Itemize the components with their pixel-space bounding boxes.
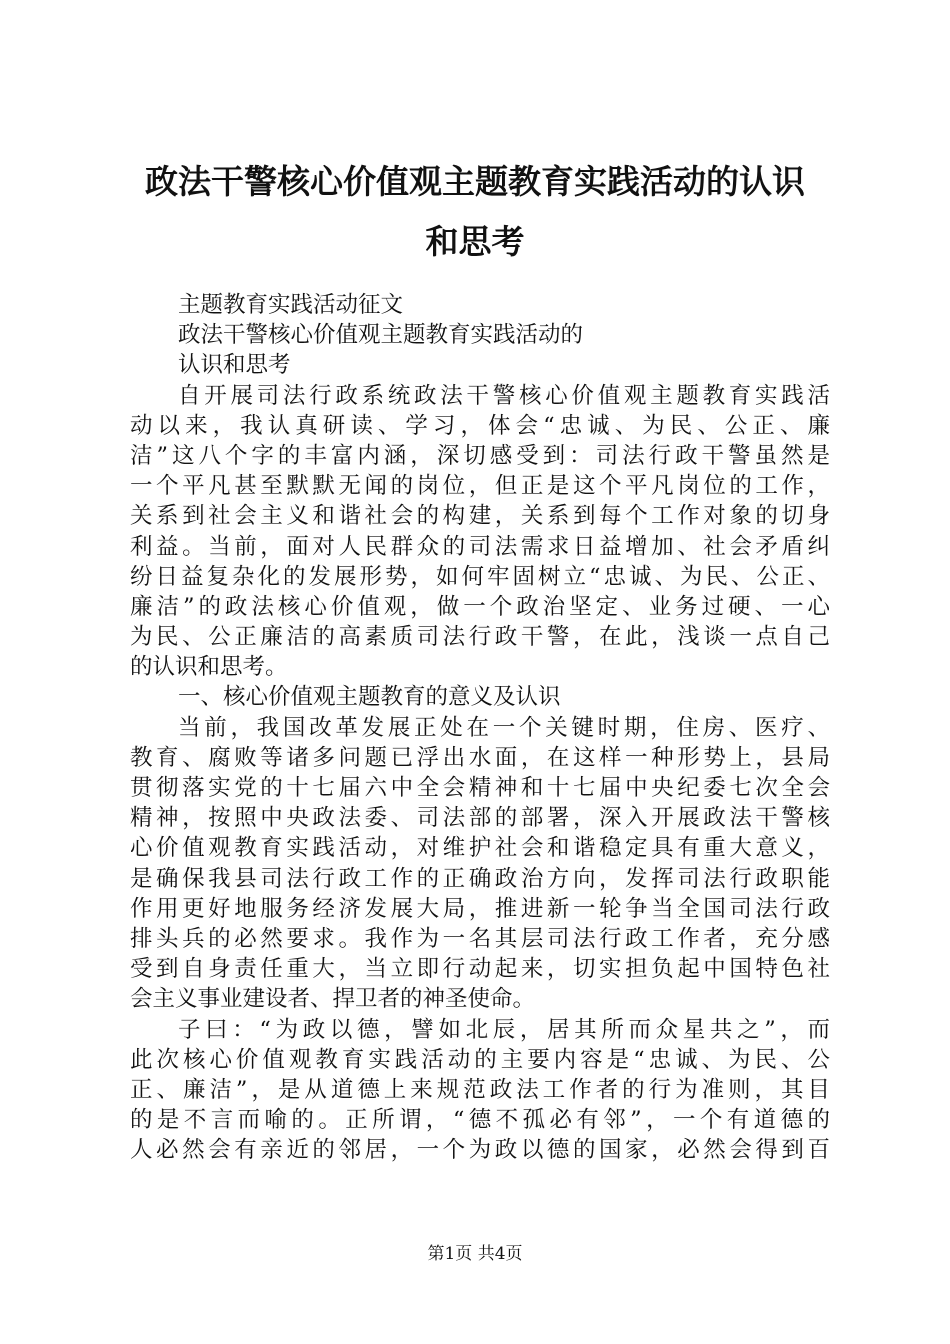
document-body: [130, 290, 830, 1165]
text-line: 廉洁”的政法核心价值观，做一个政治坚定、业务过硬、一心: [130, 593, 830, 620]
text-line: 认识和思考: [178, 352, 291, 379]
text-line: 教育、腐败等诸多问题已浮出水面，在这样一种形势上，县局: [130, 744, 830, 771]
text-line: 子曰：“为政以德，譬如北辰，居其所而众星共之”，而: [178, 1016, 830, 1043]
text-line: 贯彻落实党的十七届六中全会精神和十七届中央纪委七次全会: [130, 775, 830, 801]
text-line: 一个平凡甚至默默无闻的岗位，但正是这个平凡岗位的工作，: [130, 473, 830, 500]
text-line: 人必然会有亲近的邻居，一个为政以德的国家，必然会得到百: [130, 1137, 830, 1164]
text-line: 排头兵的必然要求。我作为一名其层司法行政工作者，充分感: [130, 925, 830, 952]
text-line: 是确保我县司法行政工作的正确政治方向，发挥司法行政职能: [130, 865, 830, 892]
text-line: 心价值观教育实践活动，对维护社会和谐稳定具有重大意义，: [130, 835, 830, 862]
text-line: 正、廉洁”，是从道德上来规范政法工作者的行为准则，其目: [130, 1076, 830, 1103]
text-line: 利益。当前，面对人民群众的司法需求日益增加、社会矛盾纠: [130, 533, 830, 560]
text-line: 为民、公正廉洁的高素质司法行政干警，在此，浅谈一点自己: [130, 624, 830, 651]
text-line: 纷日益复杂化的发展形势，如何牢固树立“忠诚、为民、公正、: [130, 563, 830, 590]
page-footer: 第1页 共4页: [427, 1244, 523, 1264]
text-line: 主题教育实践活动征文: [178, 292, 404, 318]
text-line: 的是不言而喻的。正所谓，“德不孤必有邻”，一个有道德的: [130, 1107, 830, 1134]
text-line: 政法干警核心价值观主题教育实践活动的: [178, 322, 584, 349]
text-line: 受到自身责任重大，当立即行动起来，切实担负起中国特色社: [130, 956, 830, 983]
text-line: 精神，按照中央政法委、司法部的部署，深入开展政法干警核: [130, 805, 830, 832]
section-heading: 一、核心价值观主题教育的意义及认识: [178, 684, 561, 711]
text-line: 此次核心价值观教育实践活动的主要内容是“忠诚、为民、公: [130, 1046, 830, 1073]
document-title-line-1: 政法干警核心价值观主题教育实践活动的认识: [145, 162, 805, 201]
text-line: 作用更好地服务经济发展大局，推进新一轮争当全国司法行政: [130, 895, 830, 922]
text-line: 自开展司法行政系统政法干警核心价值观主题教育实践活: [178, 382, 830, 409]
document-title-line-2: 和思考: [425, 222, 525, 261]
text-line: 会主义事业建设者、捍卫者的神圣使命。: [130, 986, 536, 1013]
text-line: 的认识和思考。: [130, 654, 288, 681]
text-line: 关系到社会主义和谐社会的构建，关系到每个工作对象的切身: [130, 503, 830, 530]
text-line: 洁”这八个字的丰富内涵，深切感受到：司法行政干警虽然是: [130, 442, 830, 469]
text-line: 动以来，我认真研读、学习，体会“忠诚、为民、公正、廉: [130, 412, 830, 439]
text-line: 当前，我国改革发展正处在一个关键时期，住房、医疗、: [178, 714, 830, 741]
